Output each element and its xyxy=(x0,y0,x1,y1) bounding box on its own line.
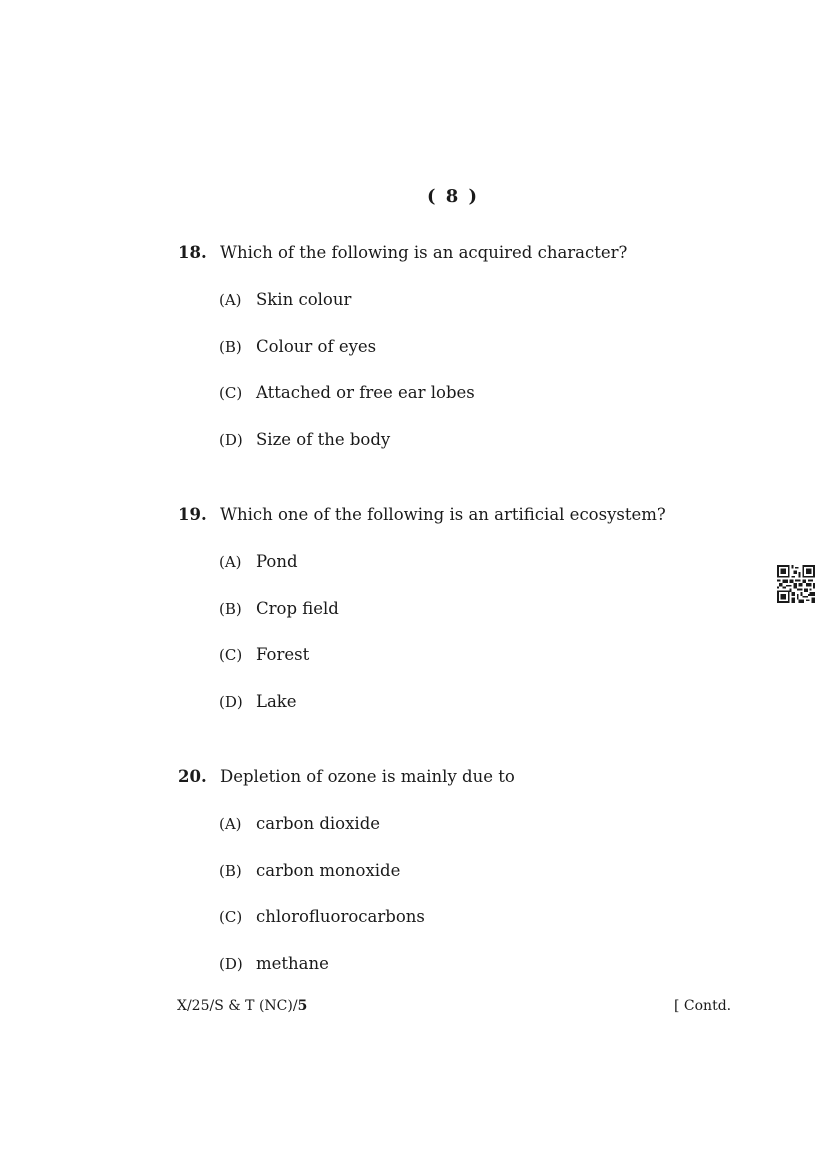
question-text: Which of the following is an acquired character? xyxy=(220,243,628,262)
paper-code xyxy=(177,998,307,1014)
question-18 xyxy=(178,243,738,454)
option-label: (B) xyxy=(219,599,242,618)
option-label: (B) xyxy=(219,861,242,880)
option-label: (C) xyxy=(219,908,243,926)
option-text: carbon dioxide xyxy=(256,814,381,833)
option-b xyxy=(219,337,738,361)
option-label: (A) xyxy=(219,553,242,571)
continued-marker: [ Contd. xyxy=(674,998,732,1014)
option-label: (C) xyxy=(219,646,243,664)
option-c xyxy=(219,645,738,669)
option-c xyxy=(219,383,738,407)
option-c xyxy=(219,907,738,931)
option-label: (A) xyxy=(219,815,242,833)
option-d xyxy=(219,954,738,978)
page-number: ( 8 ) xyxy=(426,186,480,207)
option-text: carbon monoxide xyxy=(256,860,401,880)
paper-code-text: X/25/S & T (NC)/ xyxy=(177,998,298,1014)
option-text: Skin colour xyxy=(256,290,352,309)
option-a xyxy=(219,814,738,838)
question-number: 20. xyxy=(178,767,207,786)
option-text: Crop field xyxy=(256,598,339,618)
option-label: (B) xyxy=(219,337,242,356)
option-text: Attached or free ear lobes xyxy=(256,383,475,402)
question-number: 18. xyxy=(178,243,207,262)
option-a xyxy=(219,552,738,576)
paper-code-suffix: 5 xyxy=(297,998,308,1014)
option-b xyxy=(219,861,738,885)
option-label: (A) xyxy=(219,291,242,309)
question-19 xyxy=(178,505,738,716)
question-number: 19. xyxy=(178,505,207,524)
option-text: Colour of eyes xyxy=(256,336,377,356)
option-text: Pond xyxy=(256,552,298,571)
option-text: chlorofluorocarbons xyxy=(256,907,425,926)
option-text: Forest xyxy=(256,645,310,664)
option-b xyxy=(219,599,738,623)
option-label: (D) xyxy=(219,692,243,711)
option-text: Size of the body xyxy=(256,429,391,449)
option-d xyxy=(219,692,738,716)
question-20 xyxy=(178,767,738,978)
option-d xyxy=(219,430,738,454)
question-text: Which one of the following is an artificial ecosystem? xyxy=(220,505,666,524)
option-a xyxy=(219,290,738,314)
option-label: (C) xyxy=(219,384,243,402)
qr-code-icon xyxy=(777,565,815,603)
option-label: (D) xyxy=(219,430,243,449)
option-label: (D) xyxy=(219,954,243,973)
question-text: Depletion of ozone is mainly due to xyxy=(220,767,515,786)
option-text: methane xyxy=(256,953,329,973)
option-text: Lake xyxy=(256,691,297,711)
